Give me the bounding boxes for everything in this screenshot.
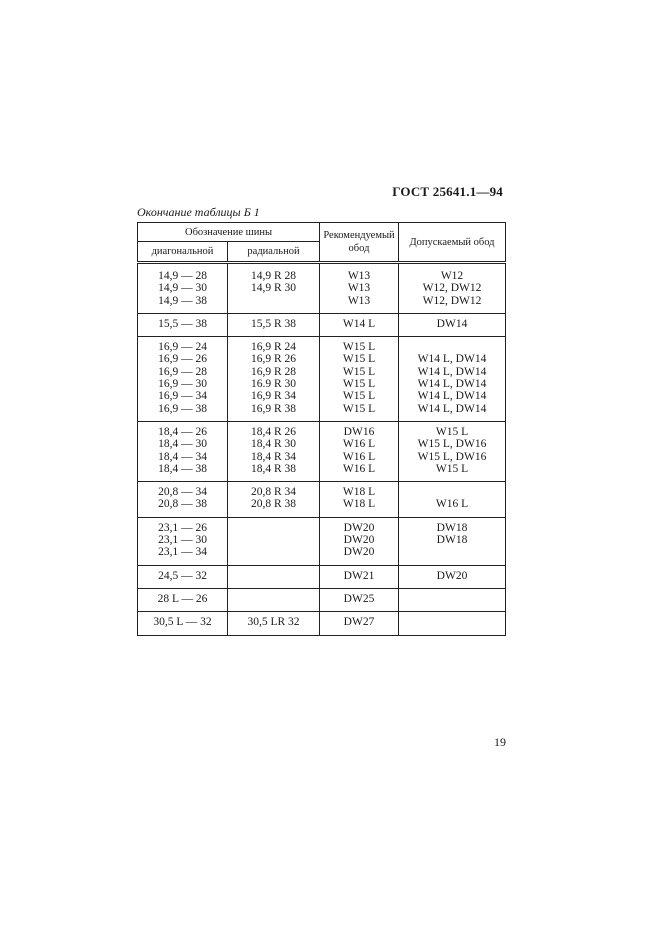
cell-diagonal (138, 263, 228, 314)
cell-line (230, 295, 317, 307)
table-row-group (138, 337, 506, 422)
cell-diagonal (138, 612, 228, 635)
cell-line: 16,9 — 30 (158, 378, 207, 391)
cell-line: 16,9 R 24 (250, 341, 297, 354)
table-row-group (138, 421, 506, 481)
page-number: 19 (494, 735, 506, 749)
cell-line: 23,1 — 34 (158, 546, 207, 559)
cell-line: 14,9 R 28 (250, 270, 297, 282)
cell-radial (228, 337, 320, 422)
cell-radial (228, 588, 320, 611)
cell-line: 16,9 R 28 (250, 365, 297, 378)
cell-line: 23,1 — 30 (158, 534, 207, 547)
cell-line: DW20 (343, 534, 375, 547)
cell-line: DW21 (343, 569, 375, 582)
cell-line: W15 L (342, 390, 376, 403)
table-row-group (138, 482, 506, 518)
cell-line: W15 L (435, 425, 469, 438)
cell-allowed-rim (399, 588, 506, 611)
cell-line: W14 L, DW14 (417, 365, 487, 378)
cell-line: 30,5 L — 32 (153, 616, 212, 629)
cell-line: DW18 (436, 534, 468, 547)
tire-rim-table-container (137, 222, 505, 636)
cell-line: 14,9 — 38 (158, 294, 207, 307)
cell-line: 16,9 — 38 (158, 402, 207, 415)
cell-line: W15 L (342, 402, 376, 415)
cell-radial (228, 517, 320, 565)
cell-line (230, 593, 317, 605)
cell-line: 15,5 — 38 (158, 317, 207, 330)
cell-line: W15 L (435, 462, 469, 475)
cell-line: W15 L (342, 378, 376, 391)
header-radial: радиальной (228, 242, 320, 263)
cell-line (401, 486, 503, 498)
header-diagonal: диагональной (138, 242, 228, 263)
cell-line: 18,4 — 26 (158, 425, 207, 438)
cell-line: 16,9 R 26 (250, 353, 297, 366)
cell-line: W14 L, DW14 (417, 378, 487, 391)
cell-line: DW14 (436, 317, 468, 330)
cell-line: DW25 (343, 592, 375, 605)
cell-recommended-rim (320, 482, 399, 518)
cell-recommended-rim (320, 588, 399, 611)
cell-recommended-rim (320, 313, 399, 336)
cell-recommended-rim (320, 612, 399, 635)
cell-line: W12 (440, 270, 464, 282)
cell-line: 18,4 R 34 (250, 450, 297, 463)
tire-rim-table (137, 222, 506, 636)
cell-line: W14 L, DW14 (417, 353, 487, 366)
cell-line: DW16 (343, 425, 375, 438)
cell-radial (228, 482, 320, 518)
cell-line: W15 L, DW16 (417, 450, 487, 463)
cell-line: 18,4 R 30 (250, 438, 297, 451)
cell-line: 16,9 R 38 (250, 402, 297, 415)
cell-radial (228, 263, 320, 314)
cell-line: W15 L (342, 365, 376, 378)
cell-line: 16,9 — 26 (158, 353, 207, 366)
cell-line: W14 L, DW14 (417, 390, 487, 403)
cell-line (230, 522, 317, 534)
cell-line: 24,5 — 32 (158, 569, 207, 582)
cell-line: W16 L (342, 450, 376, 463)
cell-diagonal (138, 313, 228, 336)
header-tire-designation: Обозначение шины (138, 223, 320, 242)
cell-line: 23,1 — 26 (158, 521, 207, 534)
cell-diagonal (138, 517, 228, 565)
cell-line (230, 534, 317, 546)
cell-diagonal (138, 337, 228, 422)
table-row-group (138, 565, 506, 588)
cell-allowed-rim (399, 612, 506, 635)
cell-line: 14,9 — 28 (158, 270, 207, 282)
cell-line: 20,8 — 34 (158, 486, 207, 499)
cell-line: W15 L, DW16 (417, 438, 487, 451)
cell-line: DW18 (436, 521, 468, 534)
cell-line: DW20 (343, 546, 375, 559)
cell-line: 28 L — 26 (157, 592, 208, 605)
cell-diagonal (138, 565, 228, 588)
cell-line: DW20 (436, 569, 468, 582)
cell-radial (228, 313, 320, 336)
cell-line (401, 593, 503, 605)
header-recommended-rim: Рекомендуемый обод (320, 223, 399, 263)
cell-line: 20,8 R 34 (250, 486, 297, 499)
cell-diagonal (138, 482, 228, 518)
cell-line: W18 L (342, 486, 376, 499)
cell-line: 14,9 — 30 (158, 282, 207, 295)
cell-line: DW20 (343, 521, 375, 534)
cell-line: 16.9 R 30 (250, 378, 297, 391)
cell-line: 20,8 R 38 (250, 498, 297, 511)
cell-allowed-rim (399, 337, 506, 422)
cell-allowed-rim (399, 421, 506, 481)
document-code: ГОСТ 25641.1—94 (392, 184, 503, 199)
cell-line: DW27 (343, 616, 375, 629)
table-row-group (138, 263, 506, 314)
cell-line: 18,4 — 34 (158, 450, 207, 463)
cell-line: W13 (347, 294, 371, 307)
table-caption: Окончание таблицы Б 1 (137, 205, 260, 219)
cell-line: W16 L (435, 498, 469, 511)
cell-line: 30,5 LR 32 (247, 616, 300, 629)
cell-line: 16,9 — 28 (158, 365, 207, 378)
cell-allowed-rim (399, 565, 506, 588)
table-row-group (138, 313, 506, 336)
cell-line: W15 L (342, 341, 376, 354)
cell-line (401, 341, 503, 353)
cell-line: W14 L (342, 317, 376, 330)
cell-line: W16 L (342, 438, 376, 451)
cell-line: W15 L (342, 353, 376, 366)
table-row-group (138, 588, 506, 611)
cell-allowed-rim (399, 263, 506, 314)
cell-line (230, 570, 317, 582)
cell-line: 18,4 R 26 (250, 425, 297, 438)
cell-line: 14,9 R 30 (250, 282, 297, 295)
cell-line: 18,4 — 30 (158, 438, 207, 451)
cell-radial (228, 565, 320, 588)
table-row-group (138, 612, 506, 635)
cell-recommended-rim (320, 263, 399, 314)
cell-line (401, 546, 503, 558)
cell-line: W18 L (342, 498, 376, 511)
cell-line: 16,9 — 34 (158, 390, 207, 403)
cell-recommended-rim (320, 337, 399, 422)
cell-recommended-rim (320, 421, 399, 481)
cell-recommended-rim (320, 565, 399, 588)
cell-diagonal (138, 421, 228, 481)
cell-line: W14 L, DW14 (417, 402, 487, 415)
cell-radial (228, 421, 320, 481)
cell-line: 18,4 — 38 (158, 462, 207, 475)
cell-line: 16,9 R 34 (250, 390, 297, 403)
cell-allowed-rim (399, 313, 506, 336)
header-allowed-rim: Допускаемый обод (399, 223, 506, 263)
cell-line: 16,9 — 24 (158, 341, 207, 354)
cell-line: W16 L (342, 462, 376, 475)
table-body (138, 263, 506, 636)
cell-recommended-rim (320, 517, 399, 565)
cell-allowed-rim (399, 482, 506, 518)
cell-line: W12, DW12 (422, 282, 482, 295)
cell-radial (228, 612, 320, 635)
table-row-group (138, 517, 506, 565)
cell-line (230, 546, 317, 558)
cell-line: W13 (347, 282, 371, 295)
cell-line: 18,4 R 38 (250, 462, 297, 475)
cell-line: 20,8 — 38 (158, 498, 207, 511)
cell-line: W12, DW12 (422, 294, 482, 307)
cell-line: 15,5 R 38 (250, 317, 297, 330)
cell-allowed-rim (399, 517, 506, 565)
cell-line: W13 (347, 270, 371, 282)
cell-diagonal (138, 588, 228, 611)
cell-line (401, 616, 503, 628)
